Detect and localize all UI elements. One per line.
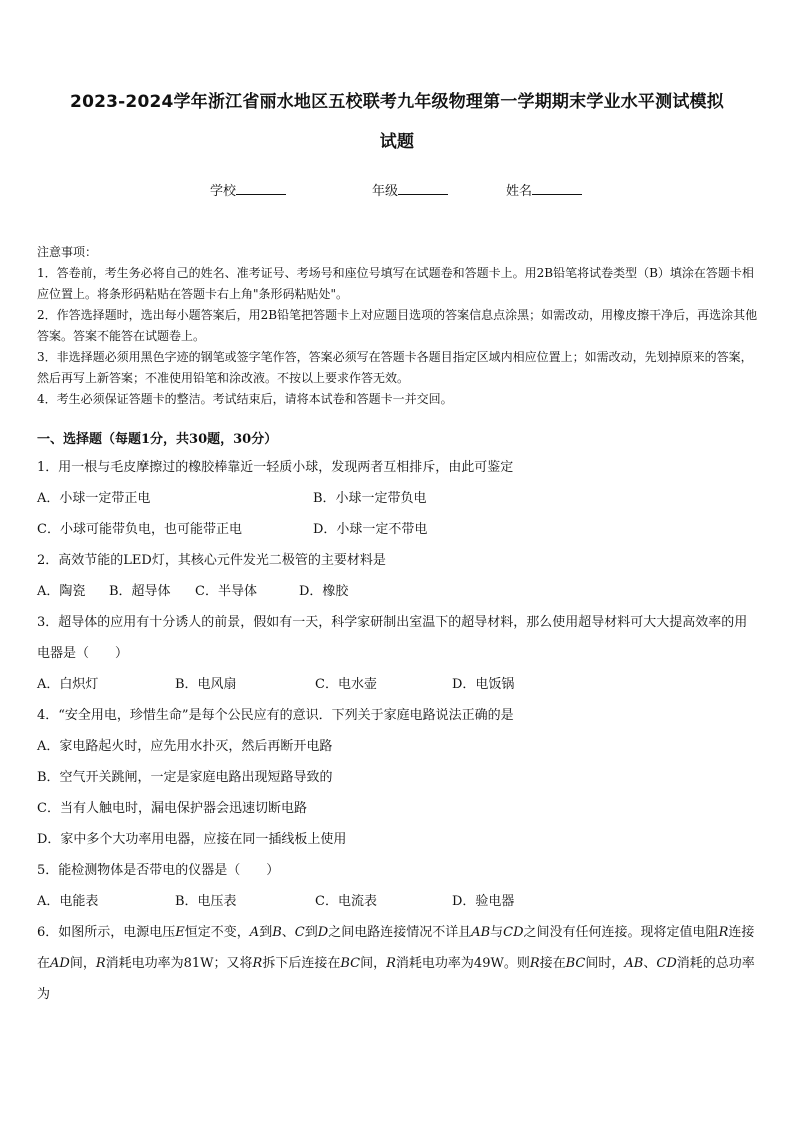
option-row bbox=[37, 824, 759, 855]
q6-var: E bbox=[175, 925, 185, 940]
option[interactable]: B．电风扇 bbox=[175, 677, 237, 692]
option[interactable]: B．超导体 bbox=[109, 584, 171, 599]
option[interactable]: C．电流表 bbox=[315, 894, 377, 909]
q6-text: 拆下后连接在 bbox=[262, 956, 341, 971]
option[interactable]: C．当有人触电时，漏电保护器会迅速切断电路 bbox=[37, 801, 307, 816]
q6-text: 消耗电功率为81W；又将 bbox=[105, 956, 253, 971]
q6-var: CD bbox=[656, 956, 677, 971]
option[interactable]: A．家电路起火时，应先用水扑灭，然后再断开电路 bbox=[37, 739, 333, 754]
name-blank[interactable] bbox=[532, 182, 582, 195]
q6-text: 消耗电功率为49W。则 bbox=[395, 956, 530, 971]
q6-text: 到 bbox=[259, 925, 273, 940]
question-stem: 1．用一根与毛皮摩擦过的橡胶棒靠近一轻质小球，发现两者互相排斥，由此可鉴定 bbox=[37, 460, 514, 475]
notes-heading: 注意事项： bbox=[37, 245, 98, 259]
option[interactable]: A．电能表 bbox=[37, 894, 99, 909]
option[interactable]: D．家中多个大功率用电器，应接在同一插线板上使用 bbox=[37, 832, 347, 847]
question-stem: 4．“安全用电，珍惜生命”是每个公民应有的意识．下列关于家庭电路说法正确的是 bbox=[37, 708, 514, 723]
exam-title bbox=[30, 82, 764, 162]
q6-var: R bbox=[252, 956, 263, 971]
q6-var: BC bbox=[565, 956, 586, 971]
q6-text: 恒定不变， bbox=[184, 925, 250, 940]
school-field[interactable] bbox=[210, 180, 286, 199]
q6-text: 消耗的总功率为 bbox=[37, 956, 755, 1002]
q6-text: 、 bbox=[643, 956, 657, 971]
option-row bbox=[37, 514, 759, 545]
q6-var: A bbox=[249, 925, 260, 940]
question-stem: 3．超导体的应用有十分诱人的前景，假如有一天，科学家研制出室温下的超导材料，那么使用超导材料可大大提高效率的用电器是（ ） bbox=[37, 615, 748, 661]
grade-blank[interactable] bbox=[398, 182, 448, 195]
section-title: 一、选择题（每题1分，共30题，30分） bbox=[37, 432, 278, 447]
q6-var: AB bbox=[471, 925, 491, 940]
q6-var: C bbox=[294, 925, 305, 940]
grade-label: 年级 bbox=[372, 184, 399, 199]
grade-field[interactable] bbox=[372, 180, 448, 199]
exam-notes bbox=[37, 242, 759, 410]
option[interactable]: B．电压表 bbox=[175, 894, 237, 909]
option[interactable]: A．白炽灯 bbox=[37, 677, 99, 692]
q6-text: 间， bbox=[69, 956, 96, 971]
q6-var: BC bbox=[340, 956, 361, 971]
option[interactable]: D．电饭锅 bbox=[452, 677, 515, 692]
school-blank[interactable] bbox=[236, 182, 286, 195]
name-label: 姓名 bbox=[506, 184, 533, 199]
option[interactable]: B．空气开关跳闸，一定是家庭电路出现短路导致的 bbox=[37, 770, 333, 785]
option[interactable]: D．橡胶 bbox=[299, 584, 349, 599]
choice-section bbox=[37, 428, 759, 1010]
note-item: 3．非选择题必须用黑色字迹的钢笔或签字笔作答，答案必须写在答题卡各题目指定区域内相应位置上；如需改动，先划掉原来的答案，然后再写上新答案；不准使用铅笔和涂改液。不按以上要求作答无效。 bbox=[37, 350, 753, 385]
q6-text: 与 bbox=[490, 925, 504, 940]
q6-text: 之间电路连接情况不详且 bbox=[328, 925, 472, 940]
question-stem: 2．高效节能的LED灯，其核心元件发光二极管的主要材料是 bbox=[37, 553, 386, 568]
option[interactable]: D．验电器 bbox=[452, 894, 515, 909]
option[interactable]: D．小球一定不带电 bbox=[313, 522, 428, 537]
note-item: 1．答卷前，考生务必将自己的姓名、准考证号、考场号和座位号填写在试题卷和答题卡上。用2B铅笔将试卷类型（B）填涂在答题卡相应位置上。将条形码粘贴在答题卡右上角"条形码粘贴处"。 bbox=[37, 266, 754, 301]
option-row bbox=[37, 669, 759, 700]
q6-text: 接在 bbox=[539, 956, 566, 971]
q6-text: 间， bbox=[360, 956, 387, 971]
q6-var: R bbox=[529, 956, 540, 971]
q6-var: R bbox=[95, 956, 106, 971]
q6-var: B bbox=[272, 925, 282, 940]
q6-var: D bbox=[317, 925, 329, 940]
option-row bbox=[37, 793, 759, 824]
school-label: 学校 bbox=[210, 184, 237, 199]
question-stem: 5．能检测物体是否带电的仪器是（ ） bbox=[37, 863, 280, 878]
q6-text: 连接在 bbox=[37, 925, 755, 971]
q6-var: AB bbox=[624, 956, 644, 971]
question-stem-6 bbox=[37, 917, 759, 1010]
q6-var: AD bbox=[50, 956, 70, 971]
option-row bbox=[37, 483, 759, 514]
student-info-row bbox=[0, 180, 794, 200]
q6-var: CD bbox=[503, 925, 524, 940]
q6-text: 间时， bbox=[585, 956, 625, 971]
option[interactable]: B．小球一定带负电 bbox=[313, 491, 427, 506]
note-item: 2．作答选择题时，选出每小题答案后，用2B铅笔把答题卡上对应题目选项的答案信息点涂黑；如需改动，用橡皮擦干净后，再选涂其他答案。答案不能答在试题卷上。 bbox=[37, 308, 758, 343]
option-row bbox=[37, 731, 759, 762]
title-line-1: 2023-2024学年浙江省丽水地区五校联考九年级物理第一学期期末学业水平测试模拟 bbox=[70, 92, 724, 112]
q6-text: 、 bbox=[281, 925, 295, 940]
q6-text: 6．如图所示，电源电压 bbox=[37, 925, 176, 940]
q6-text: 到 bbox=[304, 925, 318, 940]
option[interactable]: C．半导体 bbox=[195, 584, 257, 599]
option[interactable]: A．小球一定带正电 bbox=[37, 491, 151, 506]
note-item: 4．考生必须保证答题卡的整洁。考试结束后，请将本试卷和答题卡一并交回。 bbox=[37, 392, 453, 406]
option-row bbox=[37, 762, 759, 793]
q6-text: 之间没有任何连接。现将定值电阻 bbox=[523, 925, 719, 940]
name-field[interactable] bbox=[506, 180, 582, 199]
q6-var: R bbox=[718, 925, 729, 940]
option[interactable]: C．电水壶 bbox=[315, 677, 377, 692]
option-row bbox=[37, 886, 759, 917]
option-row bbox=[37, 576, 759, 607]
title-line-2: 试题 bbox=[379, 132, 415, 152]
q6-var: R bbox=[386, 956, 396, 971]
option[interactable]: A．陶瓷 bbox=[37, 584, 86, 599]
option[interactable]: C．小球可能带负电，也可能带正电 bbox=[37, 522, 242, 537]
